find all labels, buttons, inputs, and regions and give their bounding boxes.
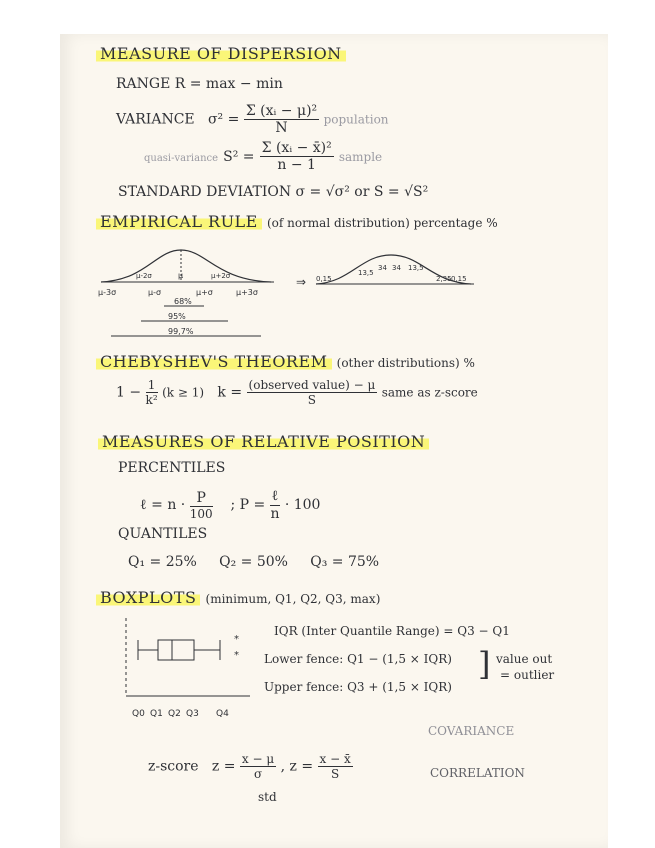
boxplot-axis-labels [132,709,229,719]
outlier-note-2: = outlier [500,668,555,682]
chebyshev-formula: 1 − $\frac{1}{\text{k²}}$ (k ≥ 1) k = $\frac{\text{(observed value) − μ}}{S}$ same as z-score [116,378,478,407]
axis-label: Q4 [216,709,229,719]
normal-curve-right [296,250,496,300]
tick-label: μ-3σ [98,288,117,297]
outlier-note-1: value out [496,652,553,666]
chebyshev-heading [96,352,475,371]
section-title-relative: MEASURES OF RELATIVE POSITION [98,432,429,451]
quantiles-label: QUANTILES [118,526,208,542]
range-68: 68% [174,297,192,306]
percentiles-label: PERCENTILES [118,460,226,476]
quantile-values: Q₁ = 25% Q₂ = 50% Q₃ = 75% [128,554,380,570]
section-title-chebyshev: CHEBYSHEV'S THEOREM [96,352,332,371]
tick-label: μ-2σ [136,272,152,280]
percentile-formula: ℓ = n · $\frac{P}{100}$ ; P = $\frac{\text{ℓ}}{n}$ · 100 [140,488,321,522]
pct-label: 0,15 [451,275,467,283]
range-99-7: 99,7% [168,327,194,336]
section-title-boxplots: BOXPLOTS [96,588,200,607]
sample-variance-row: quasi-variance S² = $\frac{\text{Σ (xᵢ − x̄)²}}{n - 1}$ sample [144,140,383,173]
tick-label: μ-σ [148,288,162,297]
fence-bracket: ] [478,645,491,683]
outlier-mark: * [234,650,239,661]
empirical-rule-heading [96,212,498,231]
normal-curve-left [96,240,286,340]
pct-label: 13,5 [408,264,424,272]
pct-label: 0,15 [316,275,332,283]
correlation-note: CORRELATION [430,766,525,780]
boxplot-diagram [120,618,260,728]
range-formula: RANGE R = max − min [116,76,283,92]
tick-label: μ [178,271,184,280]
boxplots-heading [96,588,380,607]
pct-label: 34 [392,264,401,272]
axis-label: Q3 [186,709,199,719]
z-score-formula: z-score z = $\frac{x - \mu}{\sigma}$ , z = $\frac{x - x̄}{S}$ [148,752,351,781]
std-note: std [258,790,277,804]
boxplots-subtitle: (minimum, Q1, Q2, Q3, max) [205,592,381,606]
covariance-note: COVARIANCE [428,724,515,738]
standard-deviation-formula: STANDARD DEVIATION σ = √σ² or S = √S² [118,184,429,200]
upper-fence-formula: Upper fence: Q3 + (1,5 × IQR) [264,680,452,694]
variance-row: VARIANCE σ² = $\frac{\text{Σ (xᵢ − μ)²}}{N}$ population [116,103,389,136]
pct-label: 34 [378,264,387,272]
empirical-subtitle: (of normal distribution) percentage % [266,216,498,230]
axis-label: Q2 [168,709,181,719]
lower-fence-formula: Lower fence: Q1 − (1,5 × IQR) [264,652,452,666]
tick-label: μ+2σ [211,272,231,280]
outlier-mark: * [234,634,239,645]
implies-arrow: ⇒ [296,275,307,289]
axis-label: Q1 [150,709,163,719]
section-title-dispersion: MEASURE OF DISPERSION [96,44,346,63]
tick-label: μ+3σ [236,288,258,297]
range-95: 95% [168,312,186,321]
pct-label: 2,35 [436,275,452,283]
chebyshev-subtitle: (other distributions) % [336,356,475,370]
axis-label: Q0 [132,709,145,719]
iqr-formula: IQR (Inter Quantile Range) = Q3 − Q1 [274,624,510,638]
tick-label: μ+σ [196,288,213,297]
section-title-empirical: EMPIRICAL RULE [96,212,262,231]
pct-label: 13,5 [358,269,374,277]
